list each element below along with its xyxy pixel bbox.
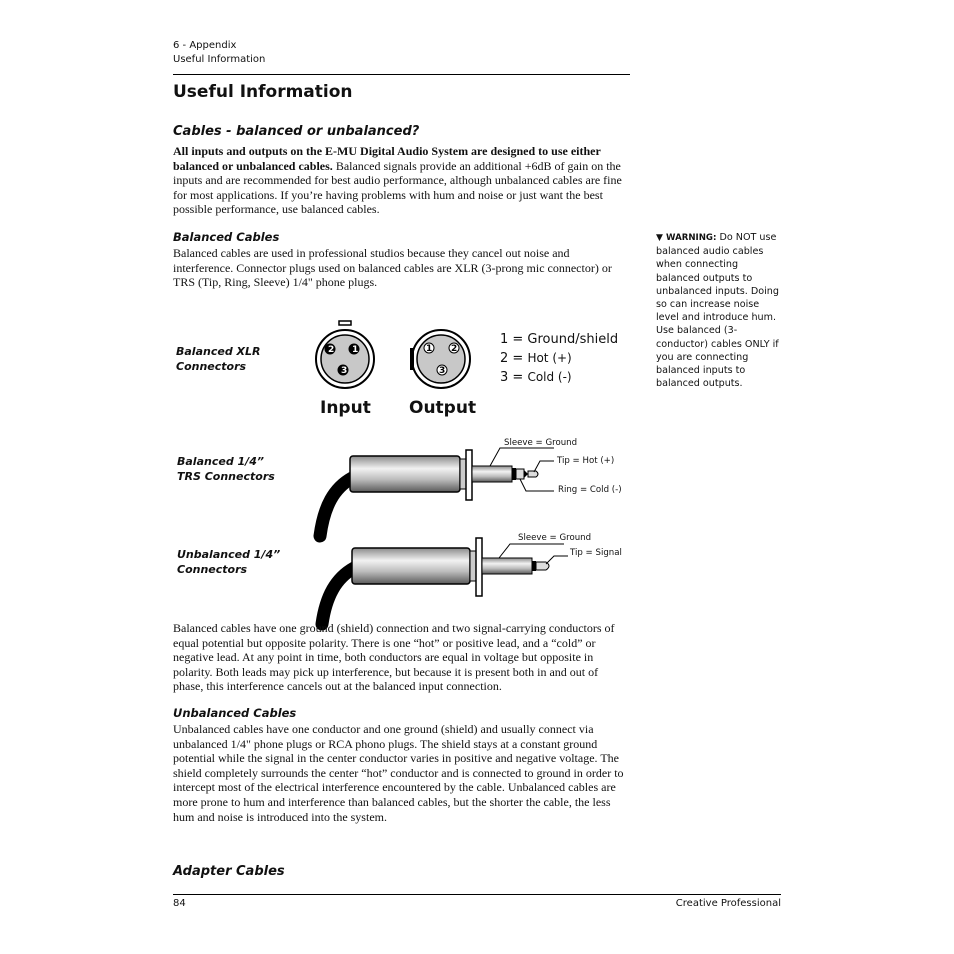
- ts-tip-label: Tip = Signal: [570, 548, 622, 558]
- trs-tip-label: Tip = Hot (+): [557, 456, 615, 466]
- ts-sleeve-label: Sleeve = Ground: [518, 533, 592, 543]
- trs-connectors-label: Balanced 1/4” TRS Connectors: [177, 455, 275, 483]
- publisher-name: Creative Professional: [675, 898, 781, 909]
- legend-cold: 3 = Cold (-): [500, 370, 572, 385]
- cables-heading: Cables - balanced or unbalanced?: [173, 124, 420, 139]
- pin-legend: [500, 331, 618, 387]
- legend-ground: 1 = Ground/shield: [500, 332, 619, 347]
- unbalanced-connectors-label: Unbalanced 1/4” Connectors: [177, 548, 281, 576]
- adapter-cables-heading: Adapter Cables: [173, 864, 285, 879]
- xlr-output-pin-1: 1: [426, 344, 433, 354]
- trs-sleeve-label: Sleeve = Ground: [504, 438, 578, 448]
- legend-hot: 2 = Hot (+): [500, 351, 572, 366]
- trs-ring-label: Ring = Cold (-): [558, 485, 622, 495]
- warning-icon: ▼: [656, 233, 663, 243]
- xlr-input-pin-3: 3: [341, 366, 348, 376]
- xlr-output-connector: [407, 318, 473, 398]
- balanced-cables-heading: Balanced Cables: [173, 230, 280, 244]
- cables-intro-rest: Balanced signals provide an additional +6dB of gain on the inputs and are recommended for best audio performance, although unbalanced cables are fine for most applications. If you’re having problems with hum and noise or just want the best possible performance, use balanced cables.: [173, 158, 622, 217]
- trs-plug-drawing: [310, 436, 560, 546]
- xlr-output-pin-3: 3: [439, 366, 446, 376]
- breadcrumb-chapter: 6 - Appendix: [173, 40, 237, 51]
- header-rule: [173, 74, 630, 75]
- page-title: Useful Information: [173, 82, 353, 102]
- warning-note: [656, 231, 782, 390]
- page-number: 84: [173, 898, 186, 909]
- ts-plug-drawing: [314, 532, 574, 632]
- balanced-explanation-paragraph: Balanced cables have one ground (shield) connection and two signal-carrying conductors of equal potential but opposite polarity. There is one “hot” or positive lead, and a “cold” or negative lead. At any point in time, both conductors are equal in voltage but opposite in polarity. Both leads may pick up interference, but because it is present both in and out of phase, this interference cancels out at the balanced input connection.: [173, 621, 615, 694]
- xlr-input-pin-2: 2: [328, 345, 335, 355]
- input-label: Input: [320, 398, 371, 418]
- xlr-input-connector: [314, 318, 376, 398]
- breadcrumb-section: Useful Information: [173, 54, 266, 65]
- cables-intro-bold: All inputs and outputs on the E-MU Digital Audio System are designed to use either balanced or unbalanced cables.: [173, 144, 601, 173]
- warning-text: Do NOT use balanced audio cables when connecting balanced outputs to unbalanced inputs. Doing so can increase noise level and introduce hum. Use balanced (3-conductor) cables ONLY if you are connecting balanced inputs to balanced outputs.: [656, 232, 779, 390]
- unbalanced-cables-heading: Unbalanced Cables: [173, 706, 297, 720]
- footer-rule: [173, 894, 781, 895]
- cables-intro: [173, 144, 631, 217]
- warning-label: WARNING:: [665, 233, 717, 243]
- balanced-cables-paragraph: Balanced cables are used in professional studios because they cancel out noise and interference. Connector plugs used on balanced cables are XLR (3-prong mic connector) or TRS (Tip, Ring, Sleeve) 1/4" phone plugs.: [173, 246, 612, 290]
- xlr-output-pin-2: 2: [451, 344, 458, 354]
- xlr-connectors-label: Balanced XLR Connectors: [176, 345, 261, 373]
- xlr-input-pin-1: 1: [352, 345, 359, 355]
- running-header: [173, 39, 265, 67]
- output-label: Output: [409, 398, 477, 418]
- unbalanced-cables-paragraph: Unbalanced cables have one conductor and one ground (shield) and usually connect via unbalanced 1/4" phone plugs or RCA phono plugs. The shield stays at a constant ground potential while the signal in the center conductor varies in positive and negative voltage. The shield completely surrounds the center “hot” conductor and is connected to ground in order to intercept most of the electrical interference encountered by the cable. Unbalanced cables are more prone to hum and interference than balanced cables, but the shorter the cable, the less hum and noise is introduced into the system.: [173, 722, 624, 824]
